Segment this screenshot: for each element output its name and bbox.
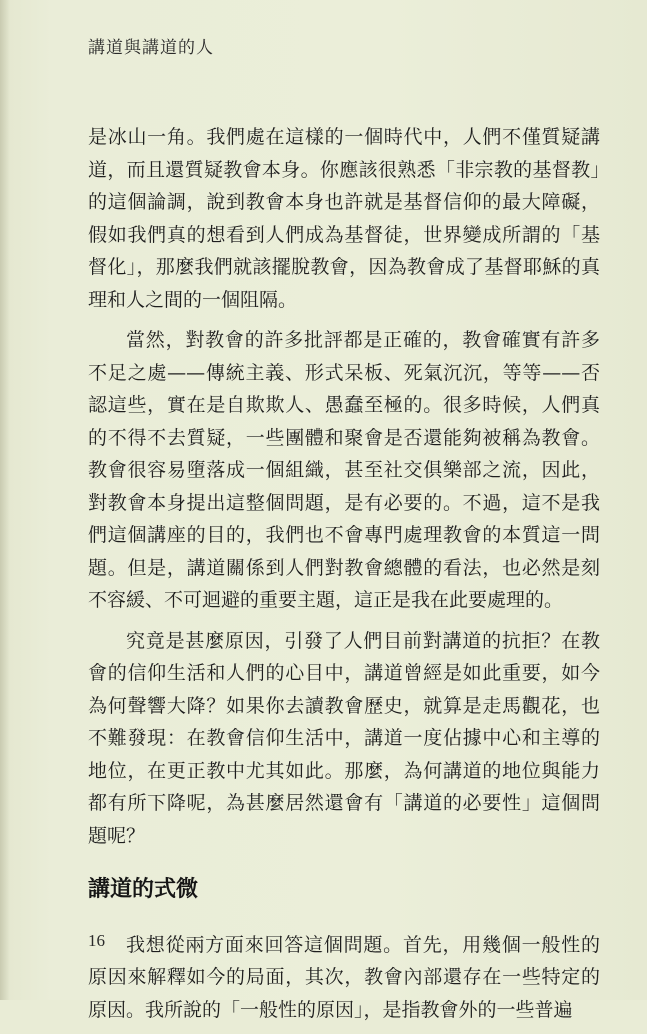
paragraph-criticism: 當然，對教會的許多批評都是正確的，教會確實有許多不足之處——傳統主義、形式呆板、死氣沉沉，等等——否認這些，實在是自欺欺人、愚蠢至極的。很多時候，人們真的不得不去質疑，一些團體和聚會是否還能夠被稱為教會。教會很容易墮落成一個組織，甚至社交俱樂部之流，因此，對教會本身提出這整個問題，是有必要的。不過，這不是我們這個講座的目的，我們也不會專門處理教會的本質這一問題。但是，講道關係到人們對教會總體的看法，也必然是刻不容緩、不可迴避的重要主題，這正是我在此要處理的。	[88, 329, 600, 611]
running-head: 講道與講道的人	[88, 38, 214, 58]
paragraph-answer: 我想從兩方面來回答這個問題。首先，用幾個一般性的原因來解釋如今的局面，其次，教會內部還存在一些特定的原因。我所說的「一般性的原因」，是指教會外的一些普遍	[88, 933, 600, 1021]
section-heading: 講道的式微	[88, 877, 199, 902]
spine-shadow	[0, 0, 10, 1000]
page-number: 16	[88, 931, 105, 950]
paragraph-continued: 是冰山一角。我們處在這樣的一個時代中，人們不僅質疑講道，而且還質疑教會本身。你應該很熟悉「非宗教的基督教」的這個論調，說到教會本身也許就是基督信仰的最大障礙，假如我們真的想看到人們成為基督徒，世界變成所謂的「基督化」，那麼我們就該擺脫教會，因為教會成了基督耶穌的真理和人之間的一個阻隔。	[88, 126, 600, 311]
paragraph-question: 究竟是甚麼原因，引發了人們目前對講道的抗拒？在教會的信仰生活和人們的心目中，講道曾經是如此重要，如今為何聲響大降？如果你去讀教會歷史，就算是走馬觀花，也不難發現：在教會信仰生活中，講道一度佔據中心和主導的地位，在更正教中尤其如此。那麼，為何講道的地位與能力都有所下降呢，為甚麼居然還會有「講道的必要性」這個問題呢？	[88, 629, 600, 847]
body-text	[88, 121, 600, 1034]
